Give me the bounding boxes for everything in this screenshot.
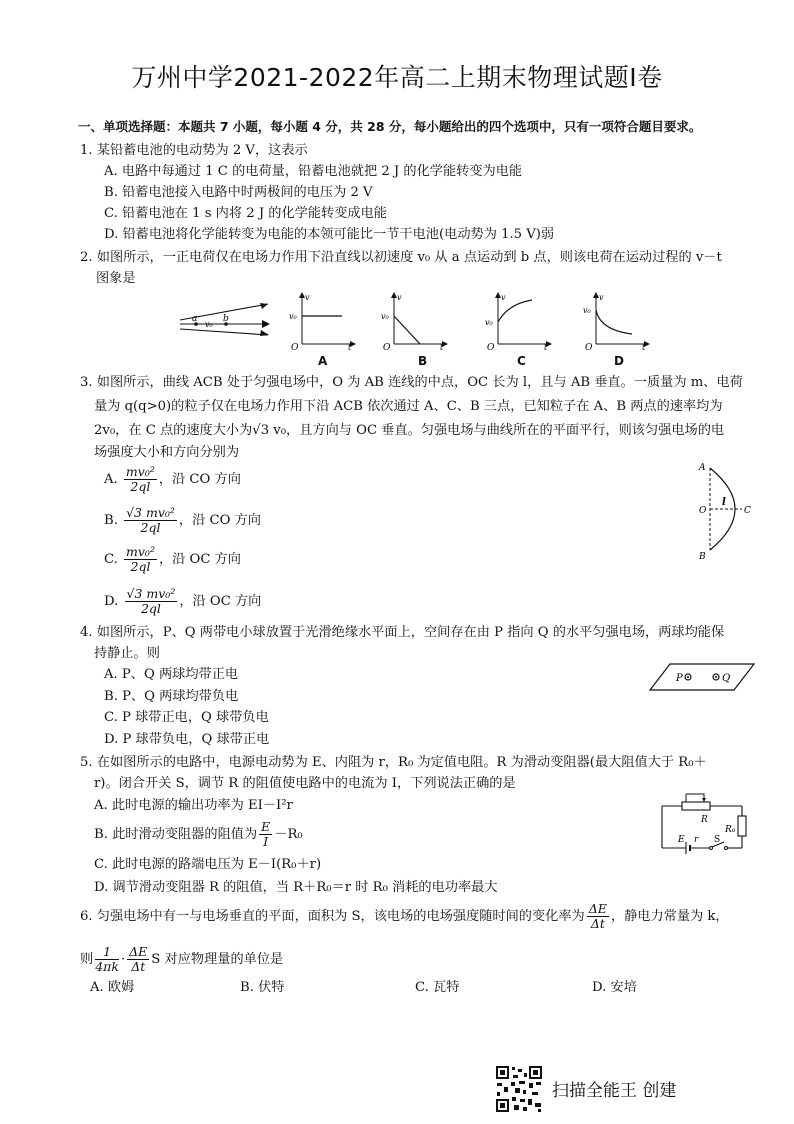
label-R0: R₀ [725, 825, 736, 835]
scanner-watermark: 扫描全能王 创建 [552, 1081, 677, 1101]
q3-option-d: D. $\frac{\text{√3 mv₀²}}{2ql}$ ，沿 OC 方向 [104, 586, 262, 616]
q4-plane-figure [648, 660, 758, 694]
q3-stem-line1: 3. 如图所示，曲线 ACB 处于匀强电场中，O 为 AB 连线的中点，OC 长为 l，且与 AB 垂直。一质量为 m、电荷 [80, 375, 743, 390]
q3-arc-figure [696, 458, 766, 562]
axis-t: t [642, 343, 646, 350]
q2-stem-line2: 图象是 [96, 271, 136, 286]
q2-graph-c [484, 290, 554, 350]
label-v0: v₀ [205, 320, 213, 329]
origin-label: O [487, 343, 495, 350]
q6-option-d: D. 安培 [592, 980, 637, 995]
v0-label: v₀ [485, 318, 493, 327]
q2-graph-a [288, 290, 358, 350]
q3-option-c-fraction: $\frac{\text{mv₀²}}{2ql}$ [126, 544, 155, 574]
q4-option-c: C. P 球带正电，Q 球带负电 [104, 710, 269, 725]
v0-label: v₀ [289, 312, 297, 321]
v0-label: v₀ [583, 306, 591, 315]
q6-option-c: C. 瓦特 [415, 980, 460, 995]
q3-option-c: C. $\frac{\text{mv₀²}}{2ql}$ ，沿 OC 方向 [104, 544, 241, 574]
page-title: 万州中学2021-2022年高二上期末物理试题Ⅰ卷 [131, 63, 663, 92]
label-l: l [722, 497, 726, 508]
q5-stem-line2: r)。闭合开关 S，调节 R 的阻值使电路中的电流为 I，下列说法正确的是 [94, 776, 516, 791]
label-E: E [678, 835, 685, 845]
q6-rate-fraction-2: $\frac{\Delta E}{\Delta t}$ [129, 944, 148, 974]
q1-option-b: B. 铅蓄电池接入电路中时两极间的电压为 2 V [104, 185, 373, 200]
label-r: r [694, 835, 699, 845]
q4-stem-line2: 持静止。则 [94, 646, 160, 661]
q2-label-a: A [318, 354, 328, 368]
q3-stem-line2: 量为 q(q>0)的粒子仅在电场力作用下沿 ACB 依次通过 A、C、B 三点，已知粒子在 A、B 两点的速率均为 [94, 399, 723, 414]
q1-stem: 1. 某铅蓄电池的电动势为 2 V，这表示 [80, 143, 308, 158]
q3-stem-line4: 场强度大小和方向分别为 [94, 445, 240, 460]
q6-stem-line1: 6. 匀强电场中有一与电场垂直的平面，面积为 S，该电场的电场强度随时间的变化率为 $\frac{\Delta E}{\Delta t}$ ，静电力常量为 k， [80, 901, 729, 931]
qr-code-icon [495, 1065, 543, 1113]
axis-t: t [348, 343, 352, 350]
axis-v: v [501, 293, 506, 302]
v0-label: v₀ [381, 312, 389, 321]
q1-option-d: D. 铅蓄电池将化学能转变为电能的本领可能比一节干电池(电动势为 1.5 V)弱 [104, 227, 555, 242]
label-A: A [699, 463, 706, 473]
q2-label-d: D [614, 354, 624, 368]
q2-field-figure [176, 298, 278, 338]
origin-label: O [585, 343, 593, 350]
q3-option-d-fraction: $\frac{\text{√3 mv₀²}}{2ql}$ [126, 586, 176, 616]
q2-graph-d [582, 290, 652, 350]
label-O: O [699, 506, 707, 516]
label-S: S [714, 835, 721, 845]
q3-option-b-fraction: $\frac{\text{√3 mv₀²}}{2ql}$ [126, 505, 175, 535]
resistor-r0 [738, 816, 746, 836]
q3-option-a: A. $\frac{\text{mv₀²}}{2ql}$ ，沿 CO 方向 [104, 464, 241, 494]
q5-option-b: B. 此时滑动变阻器的阻值为 $\frac{E}{I}$ －R₀ [94, 819, 303, 849]
q5-stem-line1: 5. 在如图所示的电路中，电源电动势为 E、内阻为 r，R₀ 为定值电阻。R 为滑动变阻器(最大阻值大于 R₀＋ [80, 755, 707, 770]
q6-coeff-fraction: $\frac{1}{4\pi k}$ [95, 944, 119, 974]
q3-stem-line3: 2v₀，在 C 点的速度大小为√3 v₀，且方向与 OC 垂直。匀强电场与曲线所在的平面平行，则该匀强电场的电 [94, 423, 725, 438]
q2-stem-line1: 2. 如图所示，一正电荷仅在电场力作用下沿直线以初速度 v₀ 从 a 点运动到 b 点，则该电荷在运动过程的 v－t [80, 250, 722, 265]
origin-label: O [291, 343, 299, 350]
axis-v: v [397, 293, 402, 302]
q4-option-d: D. P 球带负电，Q 球带正电 [104, 732, 270, 747]
q1-option-c: C. 铅蓄电池在 1 s 内将 2 J 的化学能转变成电能 [104, 206, 387, 221]
section-heading: 一、单项选择题：本题共 7 小题，每小题 4 分，共 28 分，每小题给出的四个选项中，只有一项符合题目要求。 [78, 119, 702, 134]
label-P: P [676, 673, 683, 684]
q6-rate-fraction: $\frac{\Delta E}{\Delta t}$ [588, 901, 607, 931]
q3-option-b: B. $\frac{\text{√3 mv₀²}}{2ql}$ ，沿 CO 方向 [104, 505, 261, 535]
label-R: R [701, 815, 708, 825]
label-C: C [744, 506, 751, 516]
q3-option-a-fraction: $\frac{\text{mv₀²}}{2ql}$ [125, 464, 155, 494]
q5-option-c: C. 此时电源的路端电压为 E－I(R₀＋r) [94, 857, 322, 872]
q4-option-b: B. P、Q 两球均带负电 [104, 689, 239, 704]
axis-v: v [599, 293, 604, 302]
rheostat-r [682, 802, 710, 810]
axis-t: t [544, 343, 548, 350]
q4-stem-line1: 4. 如图所示，P、Q 两带电小球放置于光滑绝缘水平面上，空间存在由 P 指向 Q 的水平匀强电场，两球均能保 [80, 625, 725, 640]
q6-option-a: A. 欧姆 [90, 980, 135, 995]
q5-option-d: D. 调节滑动变阻器 R 的阻值，当 R＋R₀＝r 时 R₀ 消耗的电功率最大 [94, 880, 498, 895]
q5-option-b-fraction: $\frac{E}{I}$ [261, 819, 271, 849]
q6-stem-line2: 则 $\frac{1}{4\pi k}$ · $\frac{\Delta E}{\Delta t}$ S 对应物理量的单位是 [80, 944, 284, 974]
q4-option-a: A. P、Q 两球均带正电 [104, 667, 239, 682]
label-b: b [223, 314, 229, 324]
q2-graph-b [380, 290, 450, 350]
axis-v: v [305, 293, 310, 302]
q6-option-b: B. 伏特 [240, 980, 285, 995]
origin-label: O [383, 343, 391, 350]
label-B: B [699, 552, 706, 562]
q2-label-c: C [517, 354, 526, 368]
q1-option-a: A. 电路中每通过 1 C 的电荷量，铅蓄电池就把 2 J 的化学能转变为电能 [104, 164, 523, 179]
axis-t: t [440, 343, 444, 350]
label-a: a [192, 314, 198, 324]
q5-circuit-figure [656, 790, 756, 860]
q5-option-a: A. 此时电源的输出功率为 EI－I²r [94, 798, 293, 813]
label-Q: Q [722, 673, 731, 684]
q2-label-b: B [418, 354, 428, 368]
